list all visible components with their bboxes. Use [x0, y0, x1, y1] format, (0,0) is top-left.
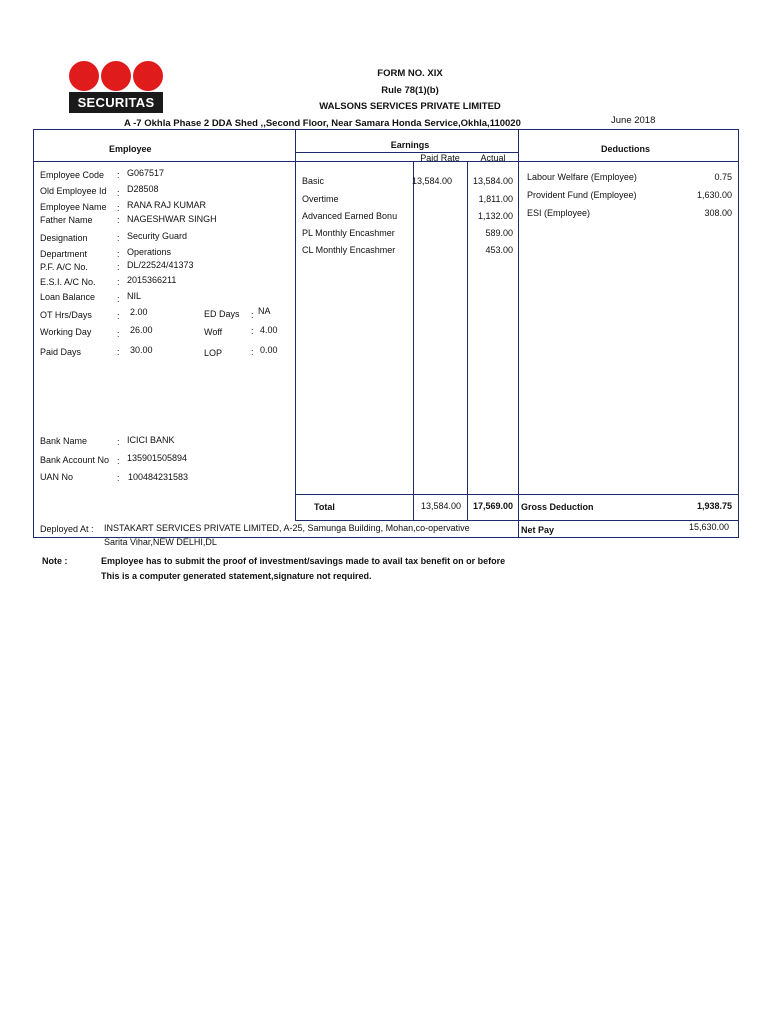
- earning-actual: 13,584.00: [472, 176, 513, 186]
- colon: :: [251, 347, 254, 357]
- company-address: A -7 Okhla Phase 2 DDA Shed ,,Second Floor, Near Samara Honda Service,Okhla,110020: [124, 118, 521, 129]
- woff-label: Woff: [204, 327, 223, 337]
- colon: :: [117, 277, 120, 287]
- ot-days: 2.00: [130, 307, 148, 317]
- earnings-header: Earnings: [390, 140, 430, 150]
- designation-label: Designation: [40, 233, 88, 243]
- colon: :: [251, 310, 254, 320]
- deployed-at-line2: Sarita Vihar,NEW DELHI,DL: [104, 537, 217, 547]
- uan: 100484231583: [128, 472, 189, 482]
- actual-header: Actual: [480, 153, 506, 163]
- ed-days: NA: [258, 306, 271, 316]
- deduction-amount: 0.75: [714, 172, 732, 182]
- colon: :: [117, 456, 120, 466]
- employee-header: Employee: [109, 144, 152, 154]
- earning-actual: 589.00: [485, 228, 513, 238]
- colon: :: [117, 311, 120, 321]
- earning-actual: 453.00: [485, 245, 513, 255]
- totals-top-rule: [295, 494, 739, 495]
- deduction-name: ESI (Employee): [527, 208, 591, 218]
- pay-period: June 2018: [611, 115, 656, 126]
- colon: :: [117, 262, 120, 272]
- ed-days-label: ED Days: [204, 309, 240, 319]
- ot-days-label: OT Hrs/Days: [40, 310, 92, 320]
- old-employee-id: D28508: [127, 184, 159, 194]
- employee-code-label: Employee Code: [40, 170, 105, 180]
- bank-account-label: Bank Account No: [40, 455, 110, 465]
- colon: :: [117, 188, 120, 198]
- earning-actual: 1,811.00: [478, 194, 513, 204]
- employee-name: RANA RAJ KUMAR: [127, 200, 207, 210]
- earning-name: Advanced Earned Bonu: [302, 211, 398, 221]
- logo-text: SECURITAS: [69, 92, 163, 113]
- lop-label: LOP: [204, 348, 223, 358]
- colon: :: [117, 170, 120, 180]
- deduction-amount: 1,630.00: [696, 190, 732, 200]
- bank-account: 135901505894: [127, 453, 188, 463]
- deductions-header: Deductions: [601, 144, 651, 154]
- deployed-at-label: Deployed At :: [40, 524, 94, 534]
- paid-days: 30.00: [130, 345, 153, 355]
- colon: :: [117, 294, 120, 304]
- total-actual: 17,569.00: [472, 501, 513, 511]
- colon: :: [117, 215, 120, 225]
- colon: :: [117, 329, 120, 339]
- bank-name: ICICI BANK: [127, 435, 175, 445]
- securitas-logo: [69, 61, 163, 113]
- note-line2: This is a computer generated statement,signature not required.: [101, 571, 372, 581]
- company-name: WALSONS SERVICES PRIVATE LIMITED: [319, 101, 501, 112]
- old-employee-id-label: Old Employee Id: [40, 186, 107, 196]
- gross-deduction-label: Gross Deduction: [521, 502, 594, 512]
- earning-name: Basic: [302, 176, 325, 186]
- divider-employee-earnings: [295, 129, 296, 520]
- earning-name: PL Monthly Encashmer: [302, 228, 395, 238]
- loan-balance-label: Loan Balance: [40, 292, 96, 302]
- net-pay: 15,630.00: [688, 522, 729, 532]
- esi-account-label: E.S.I. A/C No.: [40, 277, 96, 287]
- colon: :: [117, 233, 120, 243]
- esi-account: 2015366211: [127, 275, 177, 285]
- woff: 4.00: [260, 325, 278, 335]
- paid-rate-header: Paid Rate: [420, 153, 460, 163]
- earning-name: CL Monthly Encashmer: [302, 245, 396, 255]
- working-day-label: Working Day: [40, 327, 92, 337]
- lop: 0.00: [260, 345, 278, 355]
- employee-name-label: Employee Name: [40, 202, 107, 212]
- totals-bottom-rule: [295, 520, 739, 521]
- loan-balance: NIL: [127, 291, 142, 301]
- pf-account-label: P.F. A/C No.: [40, 262, 88, 272]
- form-number: FORM NO. XIX: [377, 68, 443, 79]
- header-bottom-rule: [33, 161, 739, 162]
- deduction-name: Labour Welfare (Employee): [527, 172, 637, 182]
- earning-name: Overtime: [302, 194, 339, 204]
- bank-name-label: Bank Name: [40, 436, 88, 446]
- designation: Security Guard: [127, 231, 188, 241]
- pf-account: DL/22524/41373: [127, 260, 194, 270]
- note-line1: Employee has to submit the proof of investment/savings made to avail tax benefit on or before: [101, 556, 506, 566]
- note-label: Note :: [42, 556, 68, 566]
- colon: :: [117, 473, 120, 483]
- working-day: 26.00: [130, 325, 153, 335]
- rule-number: Rule 78(1)(b): [381, 85, 439, 96]
- deduction-name: Provident Fund (Employee): [527, 190, 637, 200]
- colon: :: [117, 203, 120, 213]
- colon: :: [251, 326, 254, 336]
- colon: :: [117, 347, 120, 357]
- colon: :: [117, 437, 120, 447]
- deployed-at-line1: INSTAKART SERVICES PRIVATE LIMITED, A-25, Samunga Building, Mohan,co-opervative: [104, 523, 470, 533]
- employee-code: G067517: [127, 168, 165, 178]
- colon: :: [117, 249, 120, 259]
- paid-days-label: Paid Days: [40, 347, 82, 357]
- gross-deduction: 1,938.75: [696, 501, 732, 511]
- father-name-label: Father Name: [40, 215, 93, 225]
- total-rate: 13,584.00: [420, 501, 461, 511]
- earning-rate: 13,584.00: [411, 176, 452, 186]
- divider-earnings-deductions: [518, 129, 519, 538]
- department: Operations: [127, 247, 172, 257]
- uan-label: UAN No: [40, 472, 74, 482]
- deduction-amount: 308.00: [704, 208, 732, 218]
- father-name: NAGESHWAR SINGH: [127, 214, 217, 224]
- total-label: Total: [314, 502, 335, 512]
- net-pay-label: Net Pay: [521, 525, 555, 535]
- divider-rate: [413, 161, 414, 520]
- department-label: Department: [40, 249, 88, 259]
- earning-actual: 1,132.00: [477, 211, 513, 221]
